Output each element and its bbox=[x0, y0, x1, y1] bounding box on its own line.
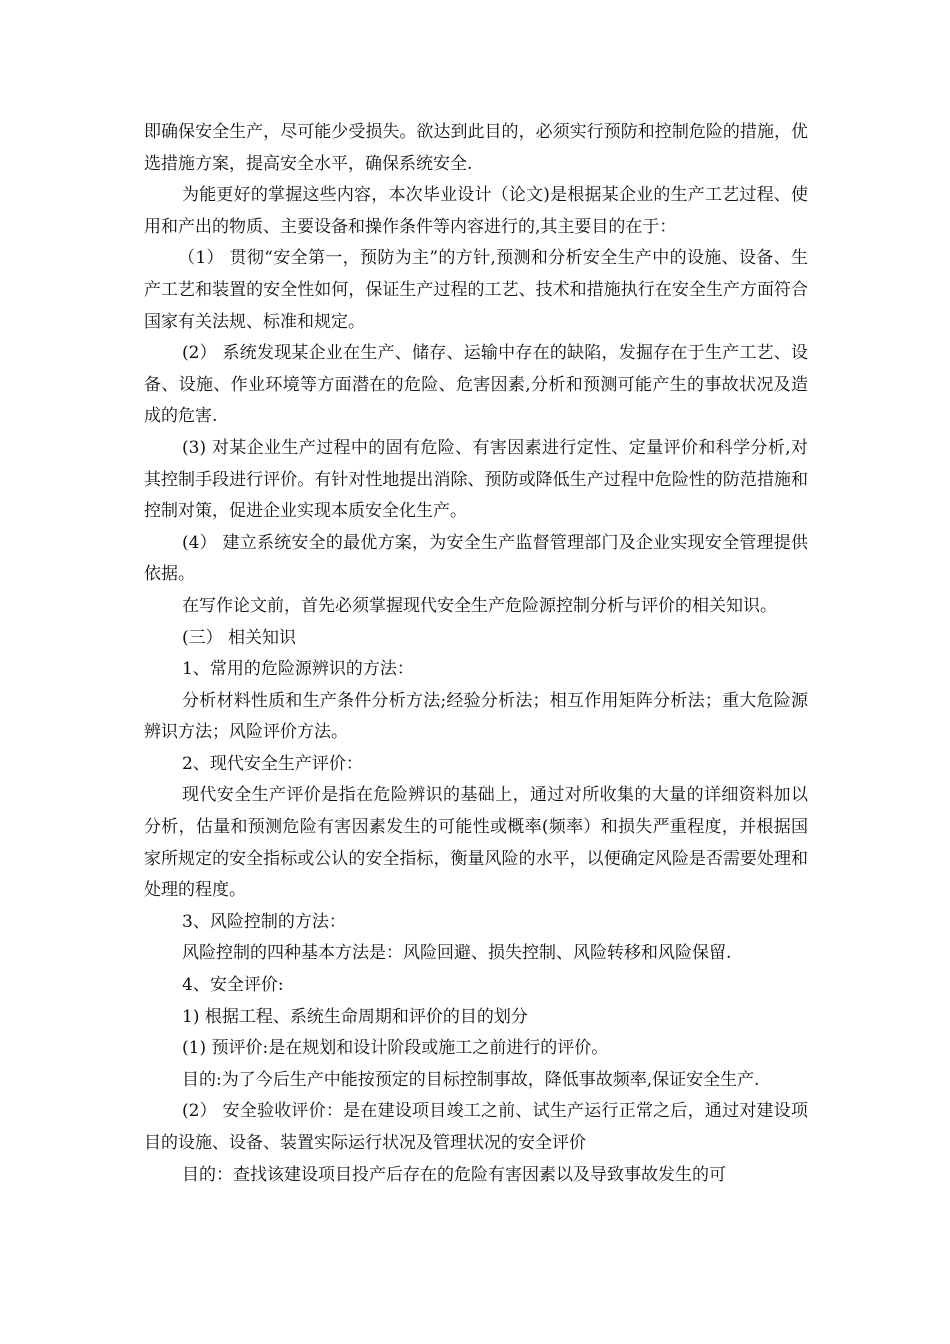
paragraph-hazard-methods: 分析材料性质和生产条件分析方法;经验分析法；相互作用矩阵分析法；重大危险源辨识方法；风险评价方法。 bbox=[144, 690, 808, 743]
paragraph-knowledge-intro: 在写作论文前，首先必须掌握现代安全生产危险源控制分析与评价的相关知识。 bbox=[182, 595, 777, 616]
paragraph-risk-control: 风险控制的四种基本方法是：风险回避、损失控制、风险转移和风险保留. bbox=[182, 943, 732, 964]
paragraph-goal-1: （1） 贯彻“安全第一，预防为主”的方针,预测和分析安全生产中的设施、设备、生产工艺和装置的安全性如何，保证生产过程的工艺、技术和措施执行在安全生产方面符合国家有关法规、标准和规定。 bbox=[144, 248, 808, 332]
paragraph-pre-evaluation: (1) 预评价:是在规划和设计阶段或施工之前进行的评价。 bbox=[182, 1038, 609, 1059]
section-heading-related-knowledge: (三） 相关知识 bbox=[182, 627, 297, 648]
paragraph-acceptance-evaluation: (2） 安全验收评价：是在建设项目竣工之前、试生产运行正常之后，通过对建设项目的设施、设备、装置实际运行状况及管理状况的安全评价 bbox=[144, 1101, 808, 1153]
paragraph-purpose: 为能更好的掌握这些内容，本次毕业设计（论文)是根据某企业的生产工艺过程、使用和产出的物质、主要设备和操作条件等内容进行的,其主要目的在于： bbox=[144, 185, 808, 237]
paragraph-intro-continued: 即确保安全生产，尽可能少受损失。欲达到此目的，必须实行预防和控制危险的措施，优选措施方案，提高安全水平，确保系统安全. bbox=[144, 122, 808, 174]
subheading-safety-evaluation: 4、安全评价: bbox=[182, 975, 284, 996]
subheading-modern-evaluation: 2、现代安全生产评价： bbox=[182, 753, 363, 774]
paragraph-goal-3: (3) 对某企业生产过程中的固有危险、有害因素进行定性、定量评价和科学分析,对其控制手段进行评价。有针对性地提出消除、预防或降低生产过程中危险性的防范措施和控制对策，促进企业实现本质安全化生产。 bbox=[144, 437, 808, 522]
paragraph-pre-evaluation-purpose: 目的:为了今后生产中能按预定的目标控制事故，降低事故频率,保证安全生产. bbox=[182, 1069, 760, 1090]
paragraph-goal-2: (2） 系统发现某企业在生产、储存、运输中存在的缺陷，发掘存在于生产工艺、设备、设施、作业环境等方面潜在的危险、危害因素,分析和预测可能产生的事故状况及造成的危害. bbox=[144, 343, 808, 427]
body-text bbox=[144, 117, 808, 1191]
subheading-risk-control: 3、风险控制的方法： bbox=[182, 911, 346, 932]
paragraph-goal-4: (4） 建立系统安全的最优方案，为安全生产监督管理部门及企业实现安全管理提供依据。 bbox=[144, 532, 808, 585]
paragraph-classification: 1) 根据工程、系统生命周期和评价的目的划分 bbox=[182, 1006, 528, 1027]
paragraph-modern-evaluation: 现代安全生产评价是指在危险辨识的基础上，通过对所收集的大量的详细资料加以分析，估量和预测危险有害因素发生的可能性或概率(频率）和损失严重程度，并根据国家所规定的安全指标或公认的安全指标，衡量风险的水平，以便确定风险是否需要处理和处理的程度。 bbox=[144, 785, 808, 901]
subheading-hazard-identification: 1、常用的危险源辨识的方法： bbox=[182, 659, 414, 680]
paragraph-acceptance-purpose: 目的：查找该建设项目投产后存在的危险有害因素以及导致事故发生的可 bbox=[182, 1164, 726, 1185]
